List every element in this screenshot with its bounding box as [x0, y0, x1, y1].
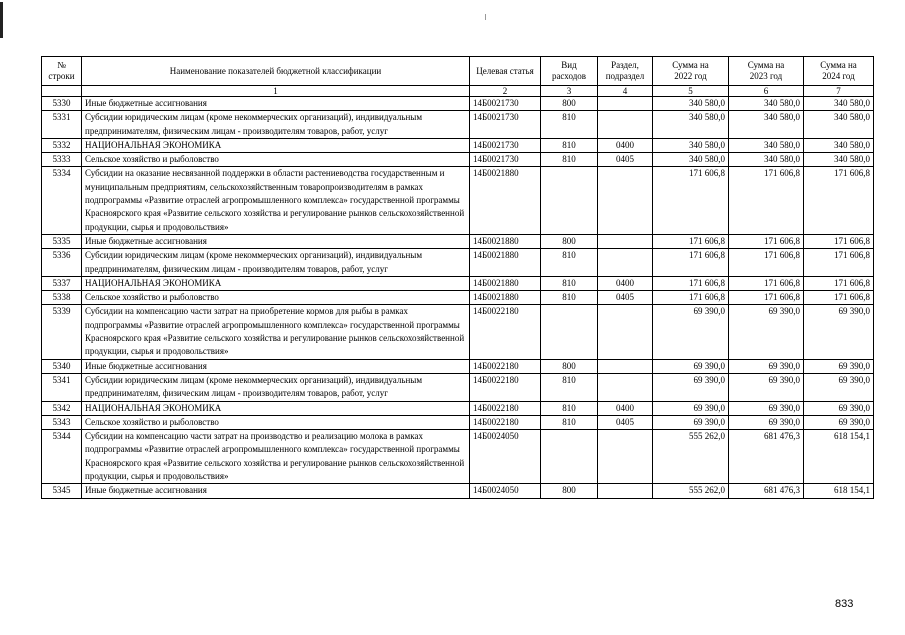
cell-amount-2023: 171 606,8 — [729, 167, 804, 234]
cell-target: 14Б0021730 — [470, 111, 541, 139]
cell-amount-2023: 340 580,0 — [729, 138, 804, 152]
cell-name: НАЦИОНАЛЬНАЯ ЭКОНОМИКА — [82, 401, 470, 415]
cell-amount-2024: 69 390,0 — [804, 401, 874, 415]
cell-section: 0400 — [598, 138, 653, 152]
column-number: 6 — [729, 86, 804, 97]
cell-amount-2024: 618 154,1 — [804, 484, 874, 498]
cell-kind: 800 — [541, 484, 598, 498]
cell-amount-2023: 171 606,8 — [729, 276, 804, 290]
cell-amount-2023: 171 606,8 — [729, 291, 804, 305]
cell-row-number: 5332 — [42, 138, 82, 152]
cell-amount-2022: 69 390,0 — [653, 373, 729, 401]
cell-section — [598, 234, 653, 248]
cell-amount-2023: 681 476,3 — [729, 484, 804, 498]
header-2022: Сумма на 2022 год — [653, 57, 729, 86]
table-header-row — [42, 57, 874, 86]
cell-section: 0405 — [598, 415, 653, 429]
cell-kind: 810 — [541, 415, 598, 429]
header-section: Раздел, подраздел — [598, 57, 653, 86]
cell-name: Иные бюджетные ассигнования — [82, 234, 470, 248]
column-number-row — [42, 86, 874, 97]
table-body — [42, 97, 874, 499]
header-row-number: № строки — [42, 57, 82, 86]
cell-amount-2024: 171 606,8 — [804, 249, 874, 277]
cell-name: Сельское хозяйство и рыболовство — [82, 291, 470, 305]
cell-amount-2022: 340 580,0 — [653, 97, 729, 111]
cell-amount-2022: 69 390,0 — [653, 305, 729, 359]
cell-row-number: 5333 — [42, 153, 82, 167]
cell-name: Субсидии на компенсацию части затрат на производство и реализацию молока в рамках подпрограммы «Развитие отраслей агропромышленного комплекса» государственной программы Красноярского края «Развитие сельского хозяйства и регулирование рынков сельскохозяйственной продукции, сырья и продовольствия» — [82, 430, 470, 484]
header-2024: Сумма на 2024 год — [804, 57, 874, 86]
cell-section — [598, 167, 653, 234]
cell-name: Субсидии юридическим лицам (кроме некоммерческих организаций), индивидуальным предпринимателям, физическим лицам - производителям товаров, работ, услуг — [82, 111, 470, 139]
column-number: 1 — [82, 86, 470, 97]
scan-artifact — [485, 14, 486, 20]
cell-name: Иные бюджетные ассигнования — [82, 359, 470, 373]
cell-kind: 800 — [541, 97, 598, 111]
budget-table — [41, 56, 874, 499]
cell-row-number: 5341 — [42, 373, 82, 401]
cell-amount-2023: 69 390,0 — [729, 305, 804, 359]
cell-amount-2022: 555 262,0 — [653, 484, 729, 498]
cell-section — [598, 373, 653, 401]
cell-amount-2022: 69 390,0 — [653, 401, 729, 415]
column-number: 4 — [598, 86, 653, 97]
cell-amount-2024: 340 580,0 — [804, 153, 874, 167]
cell-row-number: 5339 — [42, 305, 82, 359]
cell-amount-2024: 69 390,0 — [804, 359, 874, 373]
header-2023: Сумма на 2023 год — [729, 57, 804, 86]
cell-section: 0405 — [598, 291, 653, 305]
cell-row-number: 5336 — [42, 249, 82, 277]
cell-target: 14Б0021880 — [470, 276, 541, 290]
cell-kind — [541, 167, 598, 234]
table-row — [42, 305, 874, 359]
cell-amount-2022: 171 606,8 — [653, 291, 729, 305]
cell-row-number: 5343 — [42, 415, 82, 429]
cell-target: 14Б0021730 — [470, 153, 541, 167]
cell-target: 14Б0022180 — [470, 305, 541, 359]
cell-amount-2022: 340 580,0 — [653, 153, 729, 167]
cell-amount-2023: 171 606,8 — [729, 234, 804, 248]
table-row — [42, 138, 874, 152]
table-row — [42, 97, 874, 111]
table-row — [42, 373, 874, 401]
cell-section: 0405 — [598, 153, 653, 167]
cell-amount-2024: 171 606,8 — [804, 167, 874, 234]
cell-amount-2022: 171 606,8 — [653, 234, 729, 248]
cell-kind: 810 — [541, 276, 598, 290]
header-kind: Вид расходов — [541, 57, 598, 86]
cell-amount-2022: 69 390,0 — [653, 415, 729, 429]
cell-section — [598, 305, 653, 359]
table-row — [42, 111, 874, 139]
table-row — [42, 415, 874, 429]
table-row — [42, 484, 874, 498]
cell-kind: 800 — [541, 234, 598, 248]
cell-target: 14Б0021730 — [470, 138, 541, 152]
cell-kind: 810 — [541, 111, 598, 139]
cell-amount-2024: 171 606,8 — [804, 276, 874, 290]
cell-target: 14Б0022180 — [470, 359, 541, 373]
cell-row-number: 5337 — [42, 276, 82, 290]
cell-section — [598, 249, 653, 277]
table-row — [42, 167, 874, 234]
cell-section: 0400 — [598, 276, 653, 290]
cell-amount-2024: 171 606,8 — [804, 234, 874, 248]
cell-amount-2023: 340 580,0 — [729, 153, 804, 167]
cell-name: НАЦИОНАЛЬНАЯ ЭКОНОМИКА — [82, 276, 470, 290]
cell-target: 14Б0022180 — [470, 401, 541, 415]
cell-name: НАЦИОНАЛЬНАЯ ЭКОНОМИКА — [82, 138, 470, 152]
cell-section — [598, 359, 653, 373]
cell-amount-2023: 69 390,0 — [729, 373, 804, 401]
cell-row-number: 5331 — [42, 111, 82, 139]
column-number — [42, 86, 82, 97]
cell-amount-2022: 340 580,0 — [653, 138, 729, 152]
cell-target: 14Б0022180 — [470, 373, 541, 401]
cell-amount-2022: 171 606,8 — [653, 167, 729, 234]
cell-kind: 810 — [541, 249, 598, 277]
cell-row-number: 5334 — [42, 167, 82, 234]
cell-amount-2024: 340 580,0 — [804, 138, 874, 152]
cell-amount-2023: 69 390,0 — [729, 415, 804, 429]
cell-name: Сельское хозяйство и рыболовство — [82, 153, 470, 167]
cell-amount-2024: 340 580,0 — [804, 111, 874, 139]
cell-kind — [541, 305, 598, 359]
cell-target: 14Б0022180 — [470, 415, 541, 429]
cell-section: 0400 — [598, 401, 653, 415]
cell-amount-2023: 681 476,3 — [729, 430, 804, 484]
cell-name: Субсидии на компенсацию части затрат на приобретение кормов для рыбы в рамках подпрограммы «Развитие отраслей агропромышленного комплекса» государственной программы Красноярского края «Развитие сельского хозяйства и регулирование рынков сельскохозяйственной продукции, сырья и продовольствия» — [82, 305, 470, 359]
cell-amount-2024: 69 390,0 — [804, 415, 874, 429]
cell-amount-2023: 340 580,0 — [729, 111, 804, 139]
column-number: 5 — [653, 86, 729, 97]
cell-amount-2022: 340 580,0 — [653, 111, 729, 139]
table-row — [42, 359, 874, 373]
page-number: 833 — [835, 598, 854, 610]
cell-name: Сельское хозяйство и рыболовство — [82, 415, 470, 429]
cell-row-number: 5340 — [42, 359, 82, 373]
cell-row-number: 5342 — [42, 401, 82, 415]
cell-target: 14Б0021880 — [470, 167, 541, 234]
cell-row-number: 5335 — [42, 234, 82, 248]
cell-target: 14Б0021730 — [470, 97, 541, 111]
cell-amount-2022: 555 262,0 — [653, 430, 729, 484]
table-row — [42, 153, 874, 167]
cell-row-number: 5330 — [42, 97, 82, 111]
cell-row-number: 5338 — [42, 291, 82, 305]
cell-section — [598, 484, 653, 498]
header-name: Наименование показателей бюджетной классификации — [82, 57, 470, 86]
cell-kind: 810 — [541, 291, 598, 305]
cell-amount-2024: 69 390,0 — [804, 373, 874, 401]
cell-target: 14Б0024050 — [470, 484, 541, 498]
column-number: 7 — [804, 86, 874, 97]
table-row — [42, 291, 874, 305]
cell-kind: 810 — [541, 138, 598, 152]
table-row — [42, 276, 874, 290]
column-number: 2 — [470, 86, 541, 97]
cell-target: 14Б0021880 — [470, 234, 541, 248]
cell-amount-2023: 171 606,8 — [729, 249, 804, 277]
cell-target: 14Б0024050 — [470, 430, 541, 484]
cell-amount-2022: 171 606,8 — [653, 249, 729, 277]
cell-kind: 810 — [541, 401, 598, 415]
cell-kind: 810 — [541, 373, 598, 401]
cell-row-number: 5345 — [42, 484, 82, 498]
cell-section — [598, 430, 653, 484]
cell-amount-2023: 69 390,0 — [729, 359, 804, 373]
cell-name: Субсидии на оказание несвязанной поддержки в области растениеводства государственным и муниципальным предприятиям, сельскохозяйственным товаропроизводителям в рамках подпрограммы «Развитие отраслей агропромышленного комплекса» государственной программы Красноярского края «Развитие сельского хозяйства и регулирование рынков сельскохозяйственной продукции, сырья и продовольствия» — [82, 167, 470, 234]
cell-name: Субсидии юридическим лицам (кроме некоммерческих организаций), индивидуальным предпринимателям, физическим лицам - производителям товаров, работ, услуг — [82, 249, 470, 277]
cell-target: 14Б0021880 — [470, 291, 541, 305]
scan-edge-mark — [0, 2, 3, 38]
table-row — [42, 430, 874, 484]
table-row — [42, 234, 874, 248]
table-row — [42, 401, 874, 415]
cell-section — [598, 97, 653, 111]
cell-kind: 810 — [541, 153, 598, 167]
header-target: Целевая статья — [470, 57, 541, 86]
table-row — [42, 249, 874, 277]
cell-amount-2022: 171 606,8 — [653, 276, 729, 290]
cell-name: Субсидии юридическим лицам (кроме некоммерческих организаций), индивидуальным предпринимателям, физическим лицам - производителям товаров, работ, услуг — [82, 373, 470, 401]
cell-amount-2023: 69 390,0 — [729, 401, 804, 415]
cell-amount-2024: 171 606,8 — [804, 291, 874, 305]
cell-name: Иные бюджетные ассигнования — [82, 484, 470, 498]
column-number: 3 — [541, 86, 598, 97]
cell-kind — [541, 430, 598, 484]
cell-target: 14Б0021880 — [470, 249, 541, 277]
cell-amount-2024: 69 390,0 — [804, 305, 874, 359]
cell-name: Иные бюджетные ассигнования — [82, 97, 470, 111]
cell-kind: 800 — [541, 359, 598, 373]
cell-amount-2022: 69 390,0 — [653, 359, 729, 373]
cell-row-number: 5344 — [42, 430, 82, 484]
cell-amount-2023: 340 580,0 — [729, 97, 804, 111]
cell-section — [598, 111, 653, 139]
cell-amount-2024: 618 154,1 — [804, 430, 874, 484]
cell-amount-2024: 340 580,0 — [804, 97, 874, 111]
